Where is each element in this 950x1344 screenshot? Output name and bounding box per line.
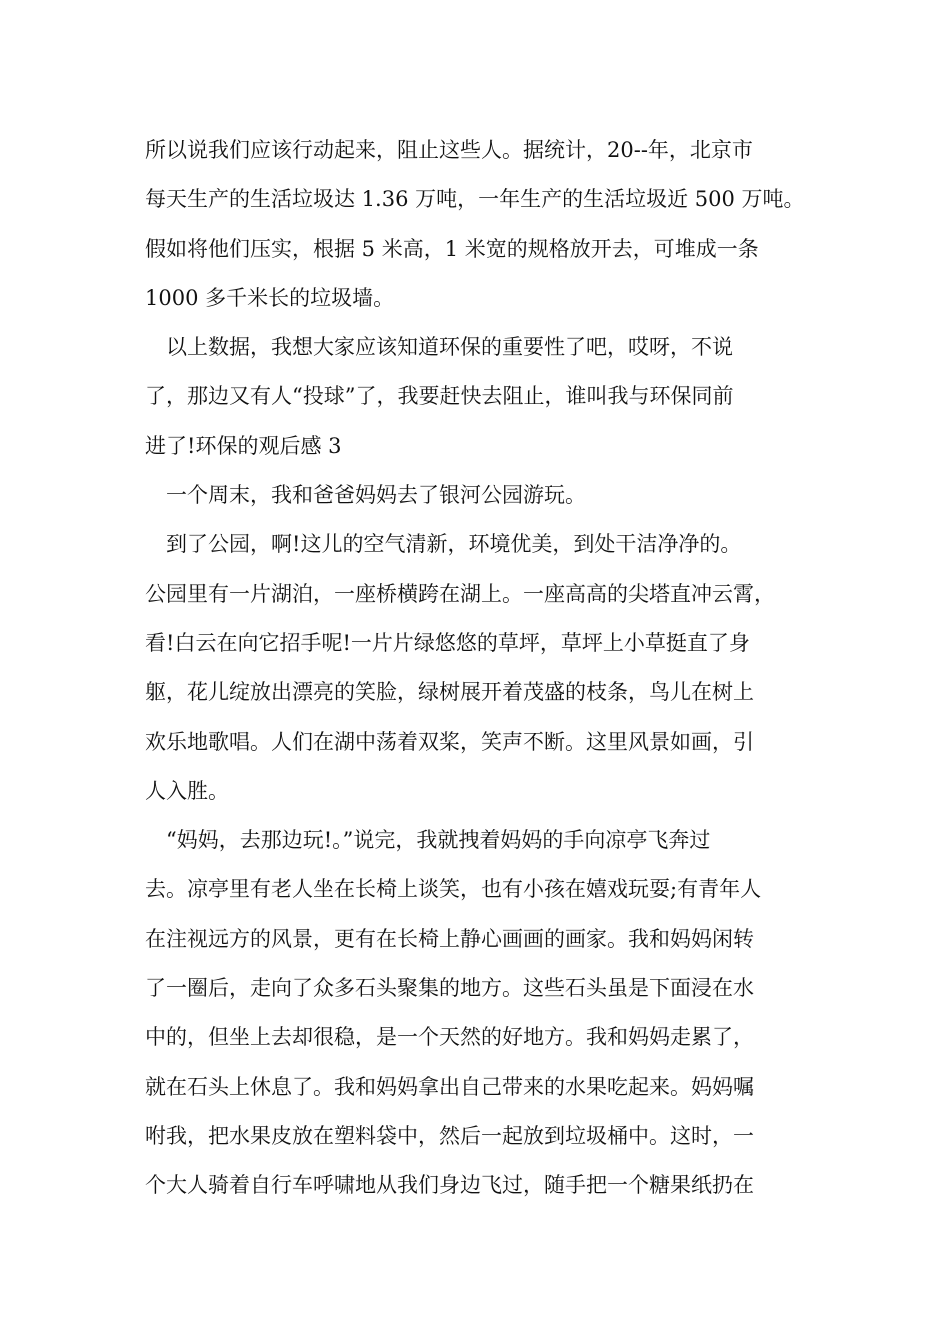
text-line: 就在石头上休息了。我和妈妈拿出自己带来的水果吃起来。妈妈嘱	[145, 1074, 754, 1099]
text-line: 假如将他们压实，根据 5 米高，1 米宽的规格放开去，可堆成一条	[145, 236, 759, 261]
text-line: 1000 多千米长的垃圾墙。	[145, 285, 395, 310]
text-line: 躯，花儿绽放出漂亮的笑脸，绿树展开着茂盛的枝条，鸟儿在树上	[145, 680, 754, 705]
text-line: 人入胜。	[145, 778, 229, 803]
text-line: 进了!环保的观后感 3	[145, 433, 342, 458]
text-line: 每天生产的生活垃圾达 1.36 万吨，一年生产的生活垃圾近 500 万吨。	[145, 187, 805, 212]
text-line: 欢乐地歌唱。人们在湖中荡着双桨，笑声不断。这里风景如画，引	[145, 729, 754, 754]
text-line: 了，那边又有人“投球”了，我要赶快去阻止，谁叫我与环保同前	[145, 384, 734, 409]
text-line: 去。凉亭里有老人坐在长椅上谈笑，也有小孩在嬉戏玩耍;有青年人	[145, 877, 762, 902]
text-line: 中的，但坐上去却很稳，是一个天然的好地方。我和妈妈走累了，	[145, 1025, 754, 1050]
text-line: 所以说我们应该行动起来，阻止这些人。据统计，20--年，北京市	[145, 138, 753, 162]
text-line: 一个周末，我和爸爸妈妈去了银河公园游玩。	[145, 483, 586, 508]
text-line: 在注视远方的风景，更有在长椅上静心画画的画家。我和妈妈闲转	[145, 926, 754, 951]
text-line: 看!白云在向它招手呢!一片片绿悠悠的草坪，草坪上小草挺直了身	[145, 630, 750, 655]
document-body	[145, 126, 825, 1211]
text-line: 个大人骑着自行车呼啸地从我们身边飞过，随手把一个糖果纸扔在	[145, 1173, 754, 1198]
text-line: 咐我，把水果皮放在塑料袋中，然后一起放到垃圾桶中。这时，一	[145, 1123, 754, 1148]
text-line: 公园里有一片湖泊，一座桥横跨在湖上。一座高高的尖塔直冲云霄，	[145, 581, 775, 606]
text-line: 了一圈后，走向了众多石头聚集的地方。这些石头虽是下面浸在水	[145, 976, 754, 1001]
text-line: 以上数据，我想大家应该知道环保的重要性了吧，哎呀，不说	[145, 335, 733, 360]
text-line: 到了公园，啊!这儿的空气清新，环境优美，到处干洁净净的。	[145, 532, 742, 557]
text-line: “妈妈，去那边玩!。”说完，我就拽着妈妈的手向凉亭飞奔过	[145, 828, 711, 853]
